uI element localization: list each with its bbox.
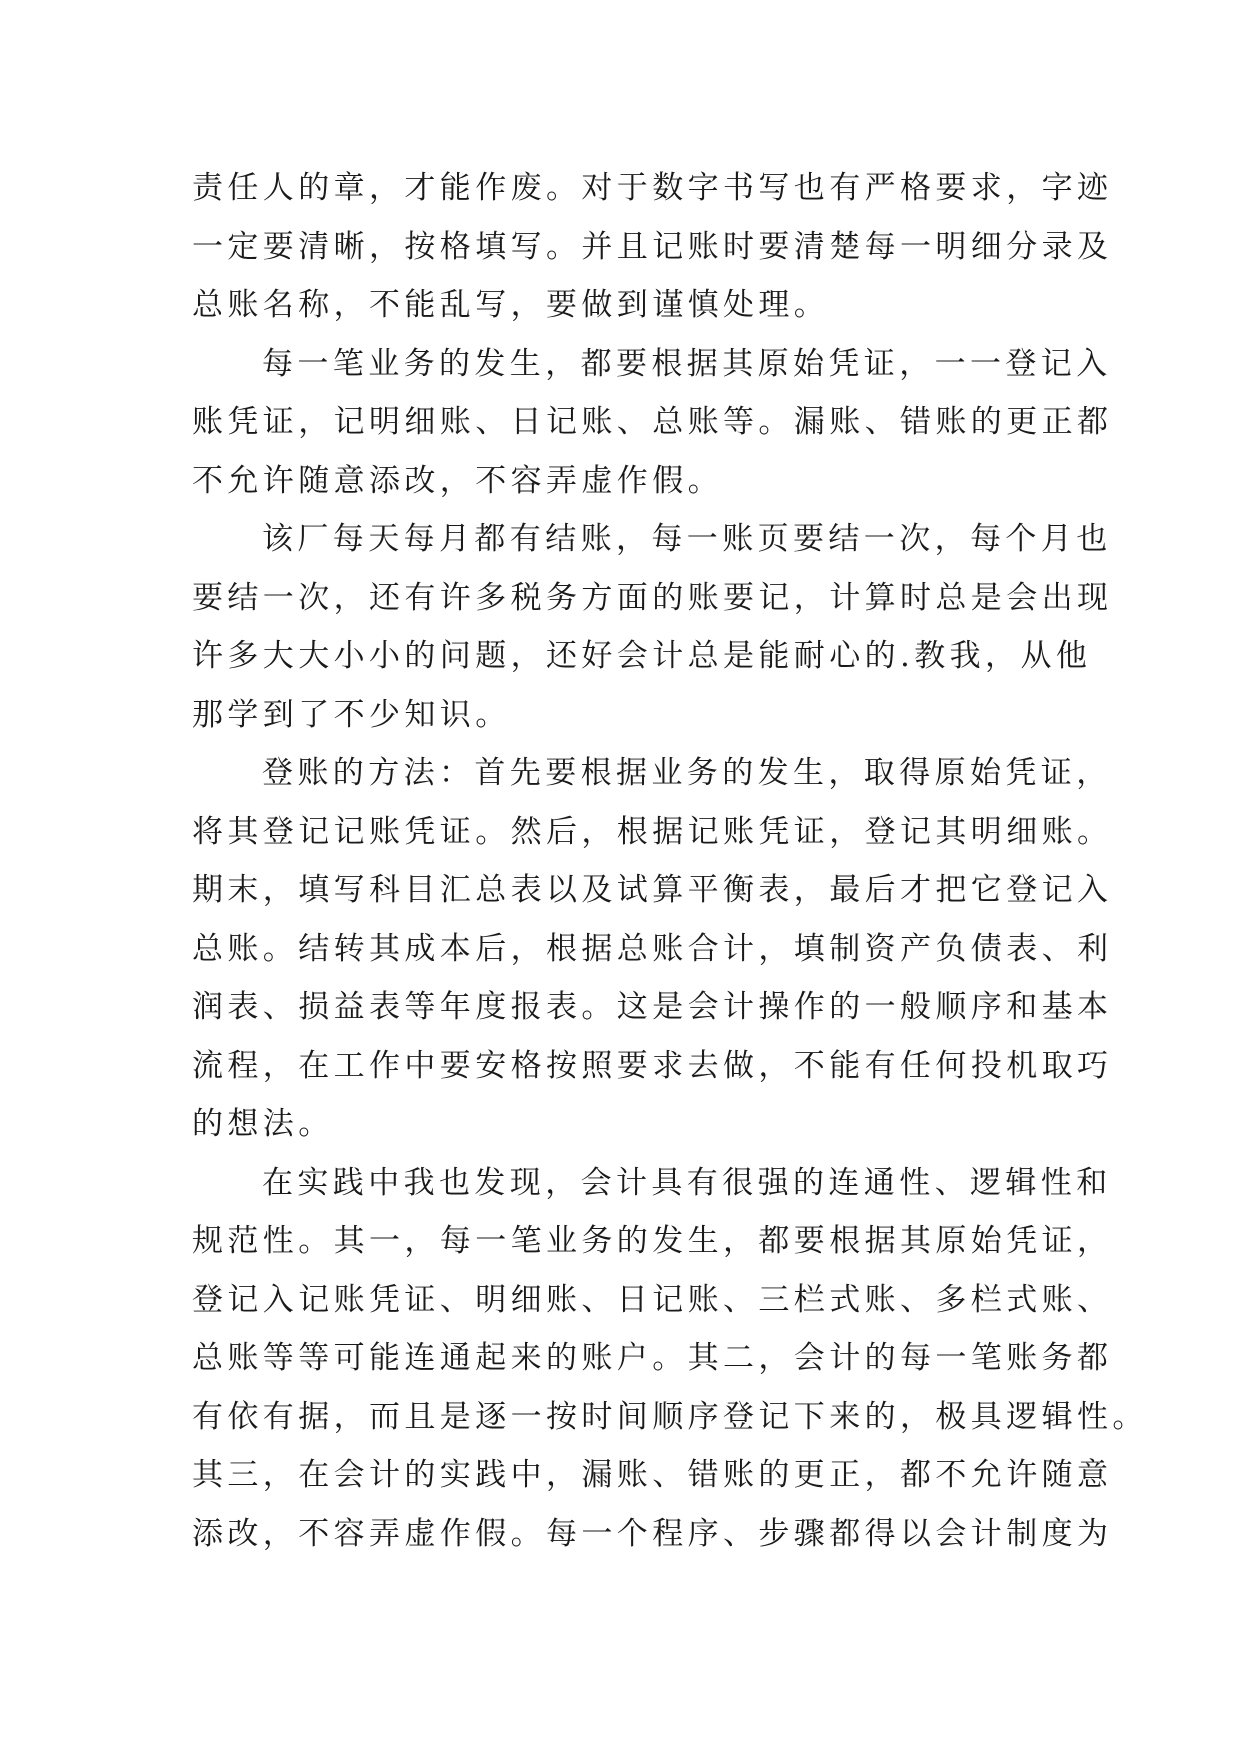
document-body bbox=[192, 159, 1148, 1563]
text-line: 将其登记记账凭证。然后，根据记账凭证，登记其明细账。 bbox=[192, 813, 1113, 850]
text-line: 在实践中我也发现，会计具有很强的连通性、逻辑性和 bbox=[262, 1164, 1112, 1201]
paragraph-5 bbox=[192, 1154, 1148, 1564]
text-line: 添改，不容弄虚作假。每一个程序、步骤都得以会计制度为 bbox=[192, 1515, 1113, 1552]
text-line: 要结一次，还有许多税务方面的账要记，计算时总是会出现 bbox=[192, 579, 1113, 616]
text-line: 流程，在工作中要安格按照要求去做，不能有任何投机取巧 bbox=[192, 1047, 1113, 1084]
text-line: 该厂每天每月都有结账，每一账页要结一次，每个月也 bbox=[262, 521, 1112, 557]
paragraph-3 bbox=[192, 510, 1113, 744]
text-line: 规范性。其一，每一笔业务的发生，都要根据其原始凭证， bbox=[192, 1223, 1113, 1259]
paragraph-1 bbox=[192, 159, 1113, 335]
text-line: 有依有据，而且是逐一按时间顺序登记下来的，极具逻辑性。 bbox=[192, 1398, 1148, 1435]
text-line: 许多大大小小的问题，还好会计总是能耐心的.教我，从他 bbox=[192, 638, 1092, 674]
text-line: 登账的方法：首先要根据业务的发生，取得原始凭证， bbox=[262, 755, 1112, 791]
text-line: 总账等等可能连通起来的账户。其二，会计的每一笔账务都 bbox=[192, 1340, 1113, 1376]
text-line: 那学到了不少知识。 bbox=[192, 696, 511, 733]
text-line: 总账。结转其成本后，根据总账合计，填制资产负债表、利 bbox=[192, 930, 1113, 967]
paragraph-4 bbox=[192, 744, 1113, 1154]
text-line: 总账名称，不能乱写，要做到谨慎处理。 bbox=[192, 287, 830, 323]
text-line: 的想法。 bbox=[192, 1106, 334, 1142]
text-line: 责任人的章，才能作废。对于数字书写也有严格要求，字迹 bbox=[192, 170, 1113, 206]
paragraph-2 bbox=[192, 335, 1113, 511]
text-line: 登记入记账凭证、明细账、日记账、三栏式账、多栏式账、 bbox=[192, 1281, 1113, 1318]
text-line: 其三，在会计的实践中，漏账、错账的更正，都不允许随意 bbox=[192, 1457, 1113, 1493]
text-line: 一定要清晰，按格填写。并且记账时要清楚每一明细分录及 bbox=[192, 228, 1113, 265]
text-line: 期末，填写科目汇总表以及试算平衡表，最后才把它登记入 bbox=[192, 872, 1113, 908]
text-line: 不允许随意添改，不容弄虚作假。 bbox=[192, 462, 723, 499]
text-line: 每一笔业务的发生，都要根据其原始凭证，一一登记入 bbox=[262, 345, 1112, 382]
text-line: 账凭证，记明细账、日记账、总账等。漏账、错账的更正都 bbox=[192, 404, 1113, 440]
text-line: 润表、损益表等年度报表。这是会计操作的一般顺序和基本 bbox=[192, 989, 1113, 1025]
